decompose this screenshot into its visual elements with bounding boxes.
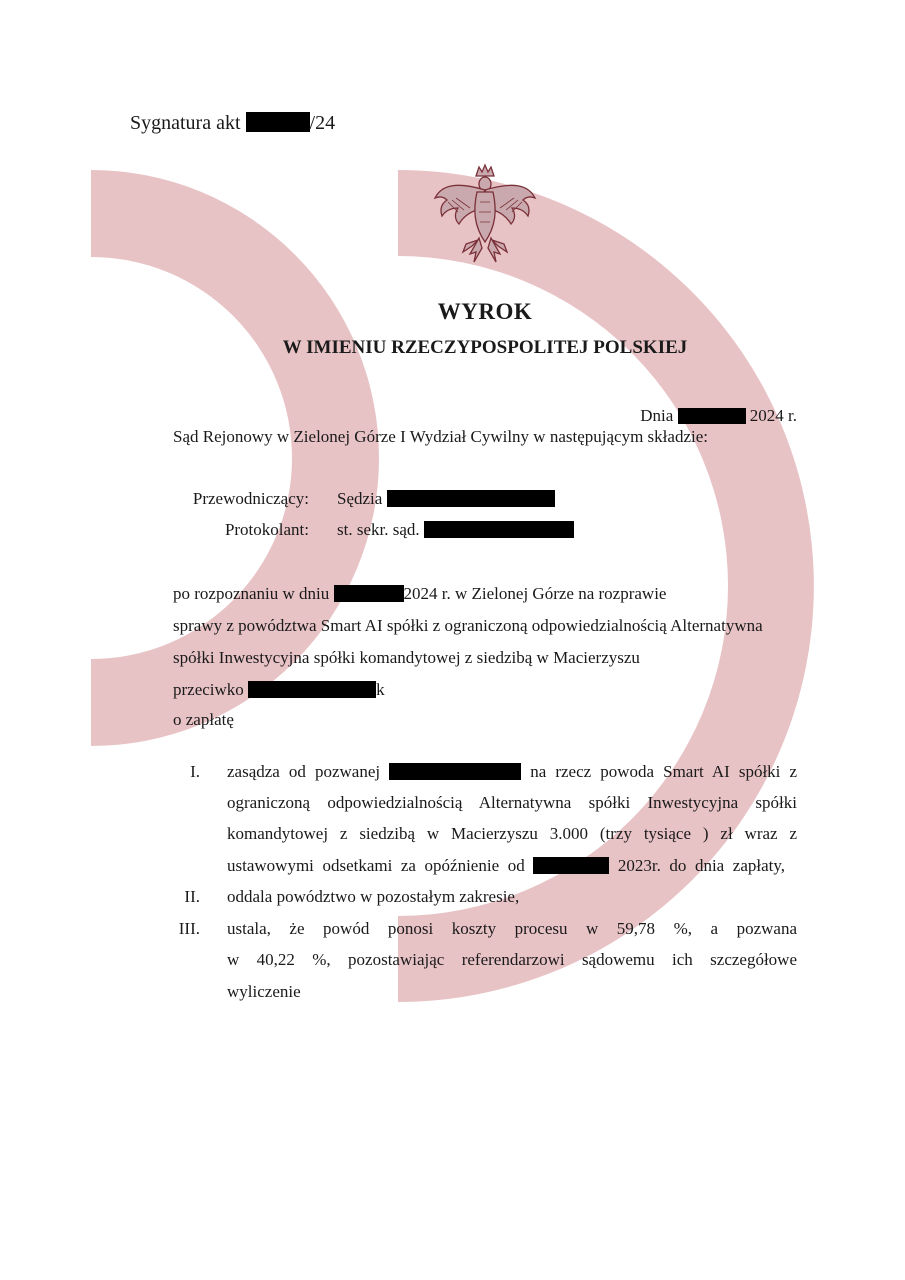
signature-label: Sygnatura akt [130,112,241,134]
proceedings-subject: o zapłatę [173,710,234,729]
redaction-clerk-name [424,521,574,538]
against-suffix: k [376,680,385,699]
presiding-value [337,489,555,509]
signature-suffix: /24 [309,112,336,134]
redaction-judge-name [387,490,555,507]
court-line: Sąd Rejonowy w Zielonej Górze I Wydział Cywilny w następującym składzie: [173,427,708,446]
ruling-1-line-4 [227,856,785,876]
document-subtitle: W IMIENIU RZECZYPOSPOLITEJ POLSKIEJ [282,337,688,358]
ruling-3-line-1: ustala, że powód ponosi koszty procesu w 59,78 %, a pozwana [227,919,797,938]
presiding-label: Przewodniczący: [192,489,309,508]
proceedings-line-3: spółki Inwestycyjna spółki komandytowej z siedzibą w Macierzyszu [173,648,640,667]
ruling-1-interest: ustawowymi odsetkami za opóźnienie od [227,856,525,875]
ruling-3-numeral: III. [178,919,200,938]
date-prefix: Dnia [640,406,674,425]
ruling-1-prefix: zasądza od pozwanej [227,762,381,781]
proceedings-prefix: po rozpoznaniu w dniu [173,584,330,603]
proceedings-line-4 [173,680,385,700]
ruling-1-numeral: I. [190,762,200,781]
date-suffix: 2024 r. [749,406,797,425]
clerk-label: Protokolant: [224,520,309,539]
ruling-1-line-3: komandytowej z siedzibą w Macierzyszu 3.000 (trzy tysiące ) zł wraz z [227,824,797,843]
proceedings-suffix: 2024 r. w Zielonej Górze na rozprawie [403,584,667,603]
ruling-2-numeral: II. [184,887,200,906]
redaction-hearing-date [334,585,404,602]
proceedings-line-1 [173,584,666,604]
judgment-date [640,406,797,426]
case-signature [130,112,335,135]
redaction-interest-date [533,857,609,874]
ruling-1-line-2: ograniczoną odpowiedzialnością Alternatywna spółki Inwestycyjna spółki [227,793,797,812]
clerk-title: st. sekr. sąd. [337,520,420,539]
polish-eagle-emblem-icon [428,162,542,268]
ruling-1-interest-suffix: 2023r. do dnia zapłaty, [617,856,786,875]
redaction-date [678,408,746,424]
against-label: przeciwko [173,680,244,699]
redaction-case-number [246,112,310,132]
clerk-value [337,520,574,540]
ruling-1-line-1 [227,762,797,782]
redaction-defendant [248,681,376,698]
proceedings-line-2: sprawy z powództwa Smart AI spółki z ograniczoną odpowiedzialnością Alternatywna [173,616,763,635]
ruling-3-line-3: wyliczenie [227,982,301,1001]
ruling-1-suffix: na rzecz powoda Smart AI spółki z [530,762,798,781]
redaction-defendant-ruling [389,763,521,780]
presiding-title: Sędzia [337,489,383,508]
ruling-2-line-1: oddala powództwo w pozostałym zakresie, [227,887,520,906]
document-title: WYROK [437,299,533,324]
ruling-3-line-2: w 40,22 %, pozostawiając referendarzowi sądowemu ich szczegółowe [227,950,797,969]
